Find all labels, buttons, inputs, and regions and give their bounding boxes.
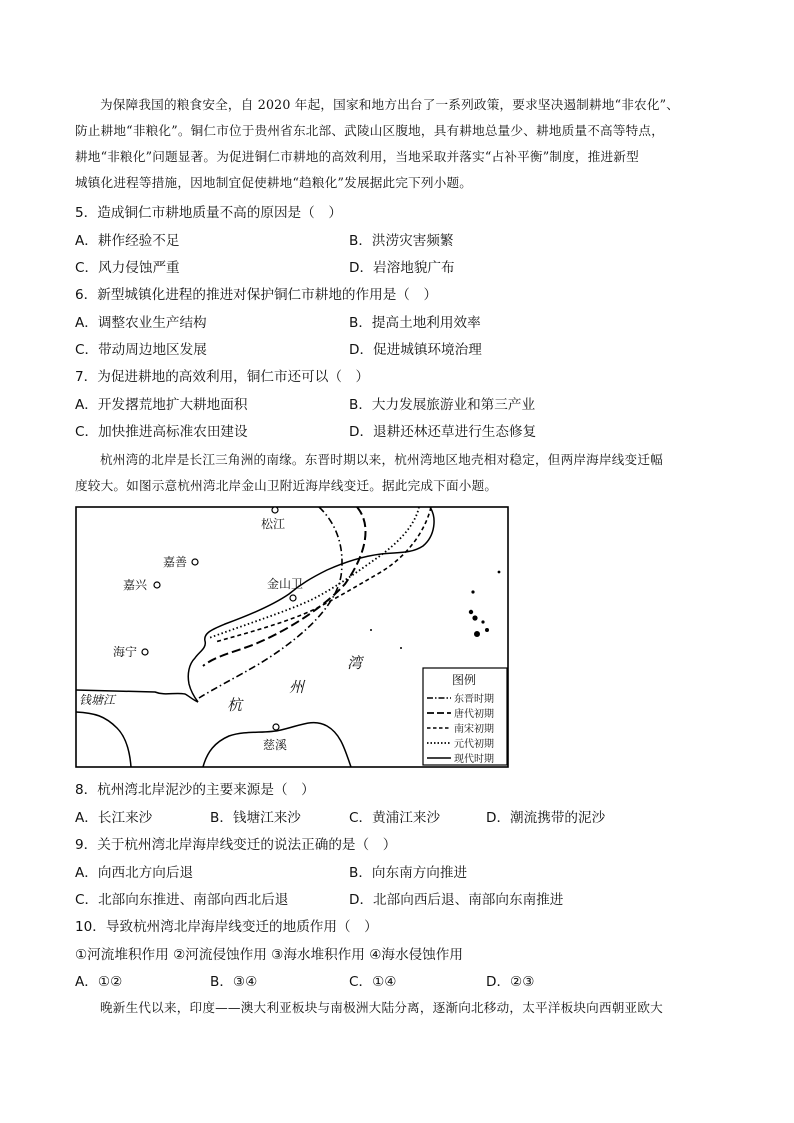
intro-line: 耕地“非粮化”问题显著。为促进铜仁市耕地的高效利用，当地采取并落实“占补平衡”制度，推进新型 <box>75 149 639 164</box>
island <box>472 615 477 620</box>
jiashan-label: 嘉善 <box>163 555 188 569</box>
jinshanwei-label: 金山卫 <box>267 577 304 591</box>
question-9-stem: 9．关于杭州湾北岸海岸线变迁的说法正确的是（ ） <box>75 837 397 853</box>
bay-char-wan: 湾 <box>347 654 363 672</box>
jiaxing-marker <box>154 582 160 588</box>
intro-paragraph-3 <box>75 995 723 1021</box>
question-7-option-c[interactable]: C．加快推进高标准农田建设 <box>75 424 248 440</box>
question-9-option-b[interactable]: B．向东南方向推进 <box>349 865 468 881</box>
intro-paragraph-2 <box>75 447 723 499</box>
question-6-option-c[interactable]: C．带动周边地区发展 <box>75 342 207 358</box>
question-6-option-d[interactable]: D．促进城镇环境治理 <box>349 342 482 358</box>
intro-line: 城镇化进程等措施，因地制宜促使耕地“趋粮化”发展据此完下列小题。 <box>75 175 473 190</box>
question-10-stem: 10．导致杭州湾北岸海岸线变迁的地质作用（ ） <box>75 919 378 935</box>
map-legend <box>423 668 507 765</box>
coastline-change-map <box>75 506 509 768</box>
cixi-label: 慈溪 <box>263 738 288 752</box>
question-6-option-a[interactable]: A．调整农业生产结构 <box>75 315 207 331</box>
qiantang-river-label: 钱塘江 <box>79 693 116 707</box>
question-6-stem: 6．新型城镇化进程的推进对保护铜仁市耕地的作用是（ ） <box>75 287 438 303</box>
island <box>471 590 474 593</box>
legend-title: 图例 <box>452 673 477 687</box>
intro-line: 为保障我国的粮食安全，自 2020 年起，国家和地方出台了一系列政策，要求坚决遏制耕地“非农化”、 <box>100 97 680 112</box>
intro-paragraph-1 <box>75 92 723 196</box>
question-9-option-d[interactable]: D．北部向西后退、南部向东南推进 <box>349 892 564 908</box>
cixi-marker <box>273 724 279 730</box>
question-6-option-b[interactable]: B．提高土地利用效率 <box>349 315 481 331</box>
question-7-stem: 7．为促进耕地的高效利用，铜仁市还可以（ ） <box>75 369 370 385</box>
question-9-option-c[interactable]: C．北部向东推进、南部向西北后退 <box>75 892 289 908</box>
songjiang-marker <box>272 507 278 513</box>
island <box>485 628 489 632</box>
island <box>370 629 372 631</box>
haining-label: 海宁 <box>113 645 138 659</box>
legend-label-eastern-jin: 东晋时期 <box>454 694 494 705</box>
island <box>469 610 473 614</box>
question-5-stem: 5．造成铜仁市耕地质量不高的原因是（ ） <box>75 205 342 221</box>
island <box>474 631 480 637</box>
question-5-option-a[interactable]: A．耕作经验不足 <box>75 233 180 249</box>
question-10-option-c[interactable]: C．①④ <box>349 974 397 990</box>
question-7-option-d[interactable]: D．退耕还林还草进行生态修复 <box>349 424 537 440</box>
jinshanwei-marker <box>290 595 296 601</box>
legend-label-tang: 唐代初期 <box>454 709 494 720</box>
haining-marker <box>142 649 148 655</box>
map-svg <box>75 506 509 768</box>
question-5-option-b[interactable]: B．洪涝灾害频繁 <box>349 233 454 249</box>
question-8-option-b[interactable]: B．钱塘江来沙 <box>210 810 301 826</box>
island <box>400 647 402 649</box>
question-10-option-d[interactable]: D．②③ <box>486 974 535 990</box>
question-8-option-a[interactable]: A．长江来沙 <box>75 810 153 826</box>
question-8-option-d[interactable]: D．潮流携带的泥沙 <box>486 810 606 826</box>
bay-char-zhou: 州 <box>289 678 305 696</box>
question-7-option-b[interactable]: B．大力发展旅游业和第三产业 <box>349 397 536 413</box>
question-10-option-b[interactable]: B．③④ <box>210 974 258 990</box>
island <box>481 620 484 623</box>
bay-char-hang: 杭 <box>227 696 243 714</box>
intro-line: 杭州湾的北岸是长江三角洲的南缘。东晋时期以来，杭州湾地区地壳相对稳定，但两岸海岸线变迁幅 <box>100 452 663 467</box>
question-5-option-c[interactable]: C．风力侵蚀严重 <box>75 260 180 276</box>
legend-label-yuan: 元代初期 <box>454 739 494 750</box>
question-8-option-c[interactable]: C．黄浦江来沙 <box>349 810 441 826</box>
jiaxing-label: 嘉兴 <box>123 578 148 592</box>
question-7-option-a[interactable]: A．开发撂荒地扩大耕地面积 <box>75 397 248 413</box>
legend-label-modern: 现代时期 <box>454 754 494 765</box>
songjiang-label: 松江 <box>261 517 286 531</box>
question-9-option-a[interactable]: A．向西北方向后退 <box>75 865 194 881</box>
island <box>498 571 501 574</box>
legend-label-southern-song: 南宋初期 <box>454 724 494 735</box>
question-8-stem: 8．杭州湾北岸泥沙的主要来源是（ ） <box>75 782 315 798</box>
question-10-option-a[interactable]: A．①② <box>75 974 123 990</box>
intro-line: 度较大。如图示意杭州湾北岸金山卫附近海岸线变迁。据此完成下面小题。 <box>75 478 498 493</box>
intro-line: 防止耕地“非粮化”。铜仁市位于贵州省东北部、武陵山区腹地，具有耕地总量少、耕地质量不高等特点， <box>75 123 664 138</box>
intro-line: 晚新生代以来，印度——澳大利亚板块与南极洲大陆分离，逐渐向北移动，太平洋板块向西朝亚欧大 <box>100 1000 663 1015</box>
question-5-option-d[interactable]: D．岩溶地貌广布 <box>349 260 455 276</box>
question-10-choices: ①河流堆积作用 ②河流侵蚀作用 ③海水堆积作用 ④海水侵蚀作用 <box>75 947 463 963</box>
jiashan-marker <box>192 559 198 565</box>
